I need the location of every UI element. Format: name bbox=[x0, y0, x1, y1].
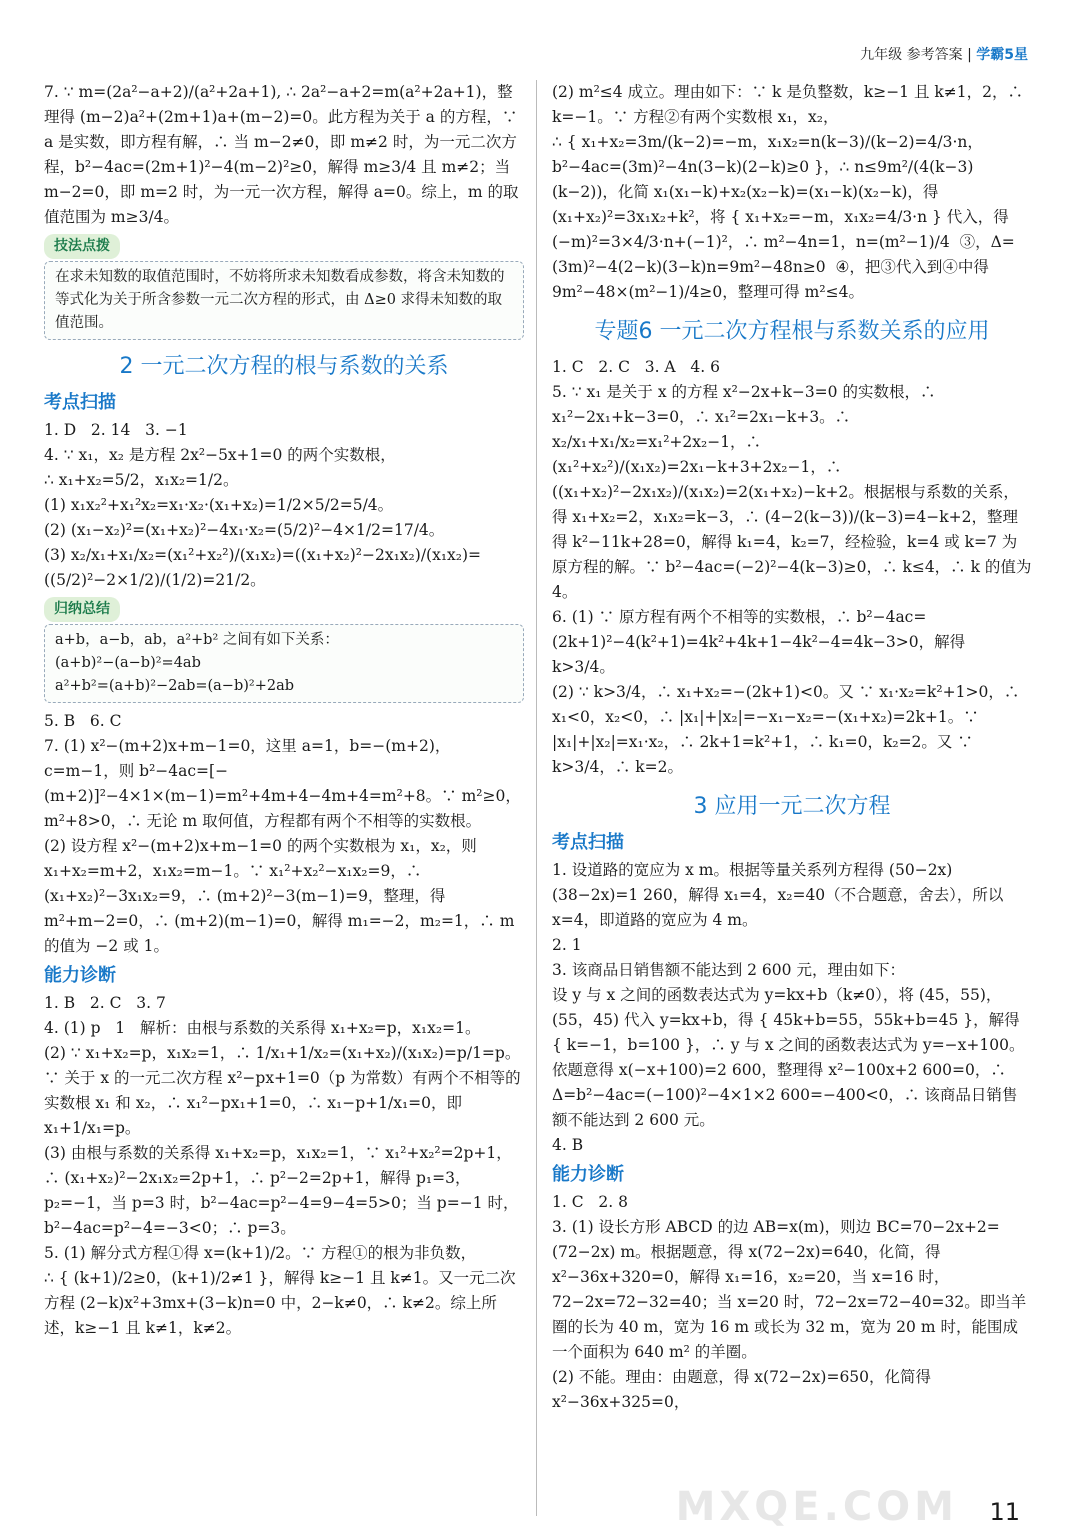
left-column bbox=[44, 80, 524, 1341]
special-title: 专题6 一元二次方程根与系数关系的应用 bbox=[594, 319, 990, 344]
right-a-sp: 1. C 2. C 3. A 4. 6 bbox=[552, 358, 720, 376]
left-a5: 5. B 6. C bbox=[44, 712, 122, 730]
page-header bbox=[860, 44, 1028, 64]
right-a-nl: 1. C 2. 8 bbox=[552, 1193, 628, 1211]
right-q5-sp: 5. ∵ x₁ 是关于 x 的方程 x²−2x+k−3=0 的实数根，∴ x₁²−2x₁+k−3=0，∴ x₁²=2x₁−k+3。∴ x₂/x₁+x₁/x₂=x₁²+2x₂−1，∴ (x₁²+x₂²)/(x₁x₂)=2x₁−k+3+2x₂−1，∴ ((x₁+x₂)²−2x₁x₂)/(x₁x₂)=2(x₁+x₂)−k+2。根据根与系数的关系，得 x₁+x₂=2，x₁x₂=k−3，∴ (4−2(k−3))/(k−3)=4−k+2，整理得 k²−11k+28=0，解得 k₁=4，k₂=7，经检验，k=4 或 k=7 为原方程的解。∵ b²−4ac=(−2)²−4(k−3)≥0，∴ k≤4，∴ k 的值为 4。 bbox=[552, 383, 1037, 601]
summary-tag: 归纳总结 bbox=[44, 597, 120, 622]
summary-text: a+b，a−b，ab，a²+b² 之间有如下关系： (a+b)²−(a−b)²=4ab a²+b²=(a+b)²−2ab=(a−b)²+2ab bbox=[55, 632, 339, 694]
left-q5: 5. (1) 解分式方程①得 x=(k+1)/2。∵ 方程①的根为非负数， ∴ { (k+1)/2≥0，(k+1)/2≠1 }，解得 k≥−1 且 k≠1。又一元二次方程 (2−k)x²+3mx+(3−k)n=0 中，2−k≠0，∴ k≠2。综上所述，k≥−1 且 k≠1，k≠2。 bbox=[44, 1244, 516, 1337]
right-column bbox=[552, 80, 1037, 1415]
right-q6-sp: 6. (1) ∵ 原方程有两个不相等的实数根，∴ b²−4ac=(2k+1)²−4(k²+1)=4k²+4k+1−4k²−4=4k−3>0，解得 k>3/4。 (2) ∵ k>3/4，∴ x₁+x₂=−(2k+1)<0。又 ∵ x₁·x₂=k²+1>0，∴ x₁<0，x₂<0，∴ |x₁|+|x₂|=−x₁−x₂=−(x₁+x₂)=2k+1。∵ |x₁|+|x₂|=x₁·x₂，∴ 2k+1=k²+1，∴ k₁=0，k₂=2。又 ∵ k>3/4，∴ k=2。 bbox=[552, 608, 1020, 776]
left-q4: 4. ∵ x₁，x₂ 是方程 2x²−5x+1=0 的两个实数根， ∴ x₁+x₂=5/2，x₁x₂=1/2。 (1) x₁x₂²+x₁²x₂=x₁·x₂·(x₁+x₂)=1/2×5/2=5/4。 (2) (x₁−x₂)²=(x₁+x₂)²−4x₁·x₂=(5/2)²−4×1/2=17/4。 (3) x₂/x₁+x₁/x₂=(x₁²+x₂²)/(x₁x₂)=((x₁+x₂)²−2x₁x₂)/(x₁x₂)=((5/2)²−2×1/2)/(1/2)=21/2。 bbox=[44, 446, 482, 589]
column-divider bbox=[536, 80, 537, 1516]
watermark: MXQE.COM bbox=[675, 1484, 958, 1530]
tip-tag: 技法点拨 bbox=[44, 234, 120, 259]
left-q4b: 4. (1) p 1 解析：由根与系数的关系得 x₁+x₂=p，x₁x₂=1。 (2) ∵ x₁+x₂=p，x₁x₂=1，∴ 1/x₁+1/x₂=(x₁+x₂)/(x₁x₂)=p/1=p。∵ 关于 x 的一元二次方程 x²−px+1=0（p 为常数）有两个不相等的实数根 x₁ 和 x₂，∴ x₁²−px₁+1=0，∴ x₁−p+1/x₁=0，即 x₁+1/x₁=p。 (3) 由根与系数的关系得 x₁+x₂=p，x₁x₂=1，∵ x₁²+x₂²=2p+1，∴ (x₁+x₂)²−2x₁x₂=2p+1，∴ p²−2=2p+1，解得 p₁=3，p₂=−1，当 p=3 时，b²−4ac=p²−4=9−4=5>0；当 p=−1 时，b²−4ac=p²−4=−3<0；∴ p=3。 bbox=[44, 1019, 521, 1237]
section-title-2: 2 一元二次方程的根与系数的关系 bbox=[119, 354, 449, 379]
header-grade: 九年级 参考答案 | bbox=[860, 47, 972, 63]
left-q7b: 7. (1) x²−(m+2)x+m−1=0，这里 a=1，b=−(m+2)，c=m−1，则 b²−4ac=[−(m+2)]²−4×1×(m−1)=m²+4m+4−4m+4=m²+8。∵ m²≥0，m²+8>0，∴ 无论 m 取何值，方程都有两个不相等的实数根。 (2) 设方程 x²−(m+2)x+m−1=0 的两个实数根为 x₁，x₂，则 x₁+x₂=m+2，x₁x₂=m−1。∵ x₁²+x₂²−x₁x₂=9，∴ (x₁+x₂)²−3x₁x₂=9，∴ (m+2)²−3(m−1)=9，整理，得 m²+m−2=0，∴ (m+2)(m−1)=0，解得 m₁=−2，m₂=1，∴ m 的值为 −2 或 1。 bbox=[44, 737, 521, 955]
left-q7: 7. ∵ m=(2a²−a+2)/(a²+2a+1), ∴ 2a²−a+2=m(a²+2a+1)，整理得 (m−2)a²+(2m+1)a+(m−2)=0。此方程为关于 a 的方程，∵ a 是实数，即方程有解，∴ 当 m−2≠0，即 m≠2 时，为一元二次方程，b²−4ac=(2m+1)²−4(m−2)²≥0，解得 m≥3/4 且 m≠2；当 m−2=0，即 m=2 时，为一元一次方程，解得 a=0。综上，m 的取值范围为 m≥3/4。 bbox=[44, 83, 523, 226]
left-a1: 1. D 2. 14 3. −1 bbox=[44, 421, 188, 439]
right-q5-2: (2) m²≤4 成立。理由如下：∵ k 是负整数，k≥−1 且 k≠1，2，∴ k=−1。∵ 方程②有两个实数根 x₁，x₂， ∴ { x₁+x₂=3m/(k−2)=−m，x₁x₂=n(k−3)/(k−2)=4/3·n，b²−4ac=(3m)²−4n(3−k)(2−k)≥0 }，∴ n≤9m²/(4(k−3)(k−2))，化简 x₁(x₁−k)+x₂(x₂−k)=(x₁−k)(x₂−k)，得 (x₁+x₂)²=3x₁x₂+k²，将 { x₁+x₂=−m，x₁x₂=4/3·n } 代入，得 (−m)²=3×4/3·n+(−1)²，∴ m²−4n=1，n=(m²−1)/4 ③，Δ=(3m)²−4(2−k)(3−k)n=9m²−48n≥0 ④，把③代入到④中得 9m²−48×(m²−1)/4≥0，整理可得 m²≤4。 bbox=[552, 83, 1024, 301]
right-q1-3: 1. 设道路的宽应为 x m。根据等量关系列方程得 (50−2x)(38−2x)=1 260，解得 x₁=4，x₂=40（不合题意，舍去），所以 x=4，即道路的宽应为 4 m。 2. 1 3. 该商品日销售额不能达到 2 600 元，理由如下： 设 y 与 x 之间的函数表达式为 y=kx+b（k≠0），将 (45，55)，(55，45) 代入 y=kx+b，得 { 45k+b=55，55k+b=45 }，解得 { k=−1，b=100 }，∴ y 与 x 之间的函数表达式为 y=−x+100。依题意得 x(−x+100)=2 600，整理得 x²−100x+2 600=0，∴ Δ=b²−4ac=(−100)²−4×1×2 600=−400<0，∴ 该商品日销售额不能达到 2 600 元。 4. B bbox=[552, 861, 1025, 1154]
tip-box bbox=[44, 261, 524, 340]
summary-box bbox=[44, 624, 524, 703]
section-title-3: 3 应用一元二次方程 bbox=[693, 794, 891, 819]
header-brand: 学霸5星 bbox=[976, 47, 1028, 63]
kaodian-heading: 考点扫描 bbox=[44, 392, 116, 413]
nengli-heading-right: 能力诊断 bbox=[552, 1164, 624, 1185]
right-q3-nl: 3. (1) 设长方形 ABCD 的边 AB=x(m)，则边 BC=70−2x+2=(72−2x) m。根据题意，得 x(72−2x)=640，化简，得 x²−36x+320=0，解得 x₁=16，x₂=20，当 x=16 时，72−2x=72−32=40；当 x=20 时，72−2x=72−40=32。即当羊圈的长为 40 m，宽为 16 m 或长为 32 m，宽为 20 m 时，能围成一个面积为 640 m² 的羊圈。 (2) 不能。理由：由题意，得 x(72−2x)=650，化简得 x²−36x+325=0， bbox=[552, 1218, 1027, 1411]
left-a-nl: 1. B 2. C 3. 7 bbox=[44, 994, 166, 1012]
nengli-heading: 能力诊断 bbox=[44, 965, 116, 986]
kaodian-heading-right: 考点扫描 bbox=[552, 832, 624, 853]
tip-text: 在求未知数的取值范围时，不妨将所求未知数看成参数，将含未知数的等式化为关于所含参数一元二次方程的形式，由 Δ≥0 求得未知数的取值范围。 bbox=[55, 269, 505, 331]
page-number: 11 bbox=[989, 1498, 1020, 1526]
